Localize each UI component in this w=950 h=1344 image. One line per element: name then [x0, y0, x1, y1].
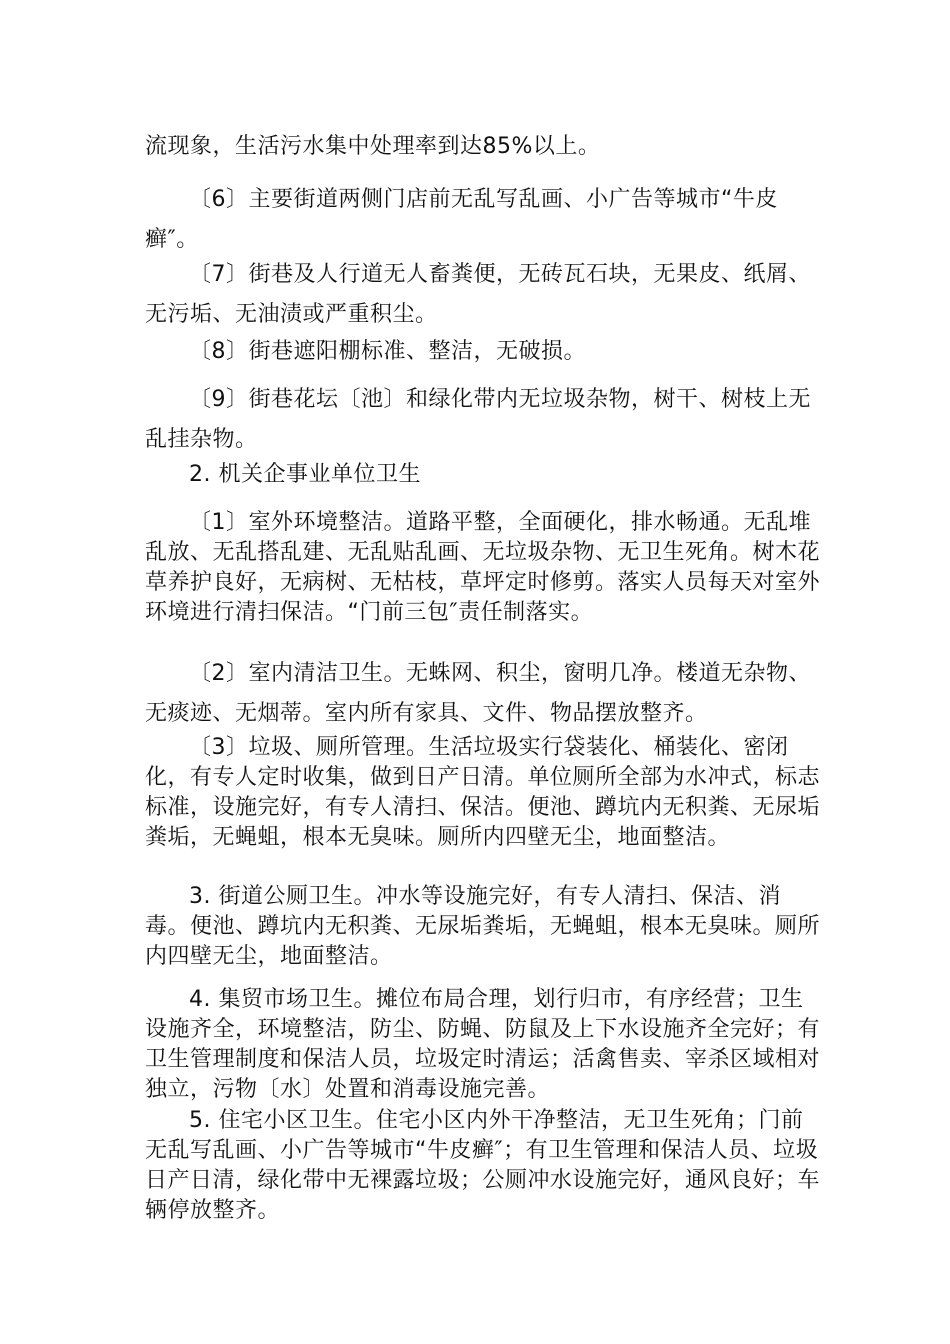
section-heading-2: 2. 机关企事业单位卫生 [189, 462, 421, 487]
paragraph-garbage-toilet: 〔3〕垃圾、厕所管理。生活垃圾实行袋装化、桶装化、密闭化，有专人定时收集，做到日产日清。单位厕所全部为水冲式，标志标准，设施完好，有专人清扫、保洁。便池、蹲坑内无积粪、无尿垢粪垢，无蝇蛆，根本无臭味。厕所内四壁无尘，地面整洁。 [145, 735, 821, 850]
paragraph-market-hygiene: 4. 集贸市场卫生。摊位布局合理，划行归市，有序经营；卫生设施齐全，环境整洁，防尘、防蝇、防鼠及上下水设施齐全完好；有卫生管理制度和保洁人员，垃圾定时清运；活禽售卖、宰杀区域相对独立，污物〔水〕处置和消毒设施完善。 [145, 987, 821, 1102]
paragraph-item-8: 〔8〕街巷遮阳棚标准、整洁，无破损。 [189, 339, 586, 364]
paragraph-item-6: 〔6〕主要街道两侧门店前无乱写乱画、小广告等城市“牛皮癣″。 [145, 187, 778, 252]
paragraph-item-9: 〔9〕街巷花坛〔池〕和绿化带内无垃圾杂物，树干、树枝上无乱挂杂物。 [145, 387, 811, 452]
paragraph-street-toilets: 3. 街道公厕卫生。冲水等设施完好，有专人清扫、保洁、消毒。便池、蹲坑内无积粪、无尿垢粪垢，无蝇蛆，根本无臭味。厕所内四壁无尘，地面整洁。 [145, 884, 821, 969]
paragraph-residential-hygiene: 5. 住宅小区卫生。住宅小区内外干净整洁，无卫生死角；门前无乱写乱画、小广告等城市“牛皮癣″；有卫生管理和保洁人员、垃圾日产日清，绿化带中无裸露垃圾；公厕冲水设施完好，通风良好；车辆停放整齐。 [145, 1108, 821, 1223]
paragraph-item-7: 〔7〕街巷及人行道无人畜粪便，无砖瓦石块，无果皮、纸屑、无污垢、无油渍或严重积尘。 [145, 262, 811, 327]
paragraph-sewage-rate: 流现象，生活污水集中处理率到达85%以上。 [145, 134, 601, 159]
paragraph-indoor-cleaning: 〔2〕室内清洁卫生。无蛛网、积尘，窗明几净。楼道无杂物、无痰迹、无烟蒂。室内所有家具、文件、物品摆放整齐。 [145, 661, 811, 726]
paragraph-outdoor-environment: 〔1〕室外环境整洁。道路平整，全面硬化，排水畅通。无乱堆乱放、无乱搭乱建、无乱贴乱画、无垃圾杂物、无卫生死角。树木花草养护良好，无病树、无枯枝，草坪定时修剪。落实人员每天对室外环境进行清扫保洁。“门前三包″责任制落实。 [145, 510, 821, 625]
